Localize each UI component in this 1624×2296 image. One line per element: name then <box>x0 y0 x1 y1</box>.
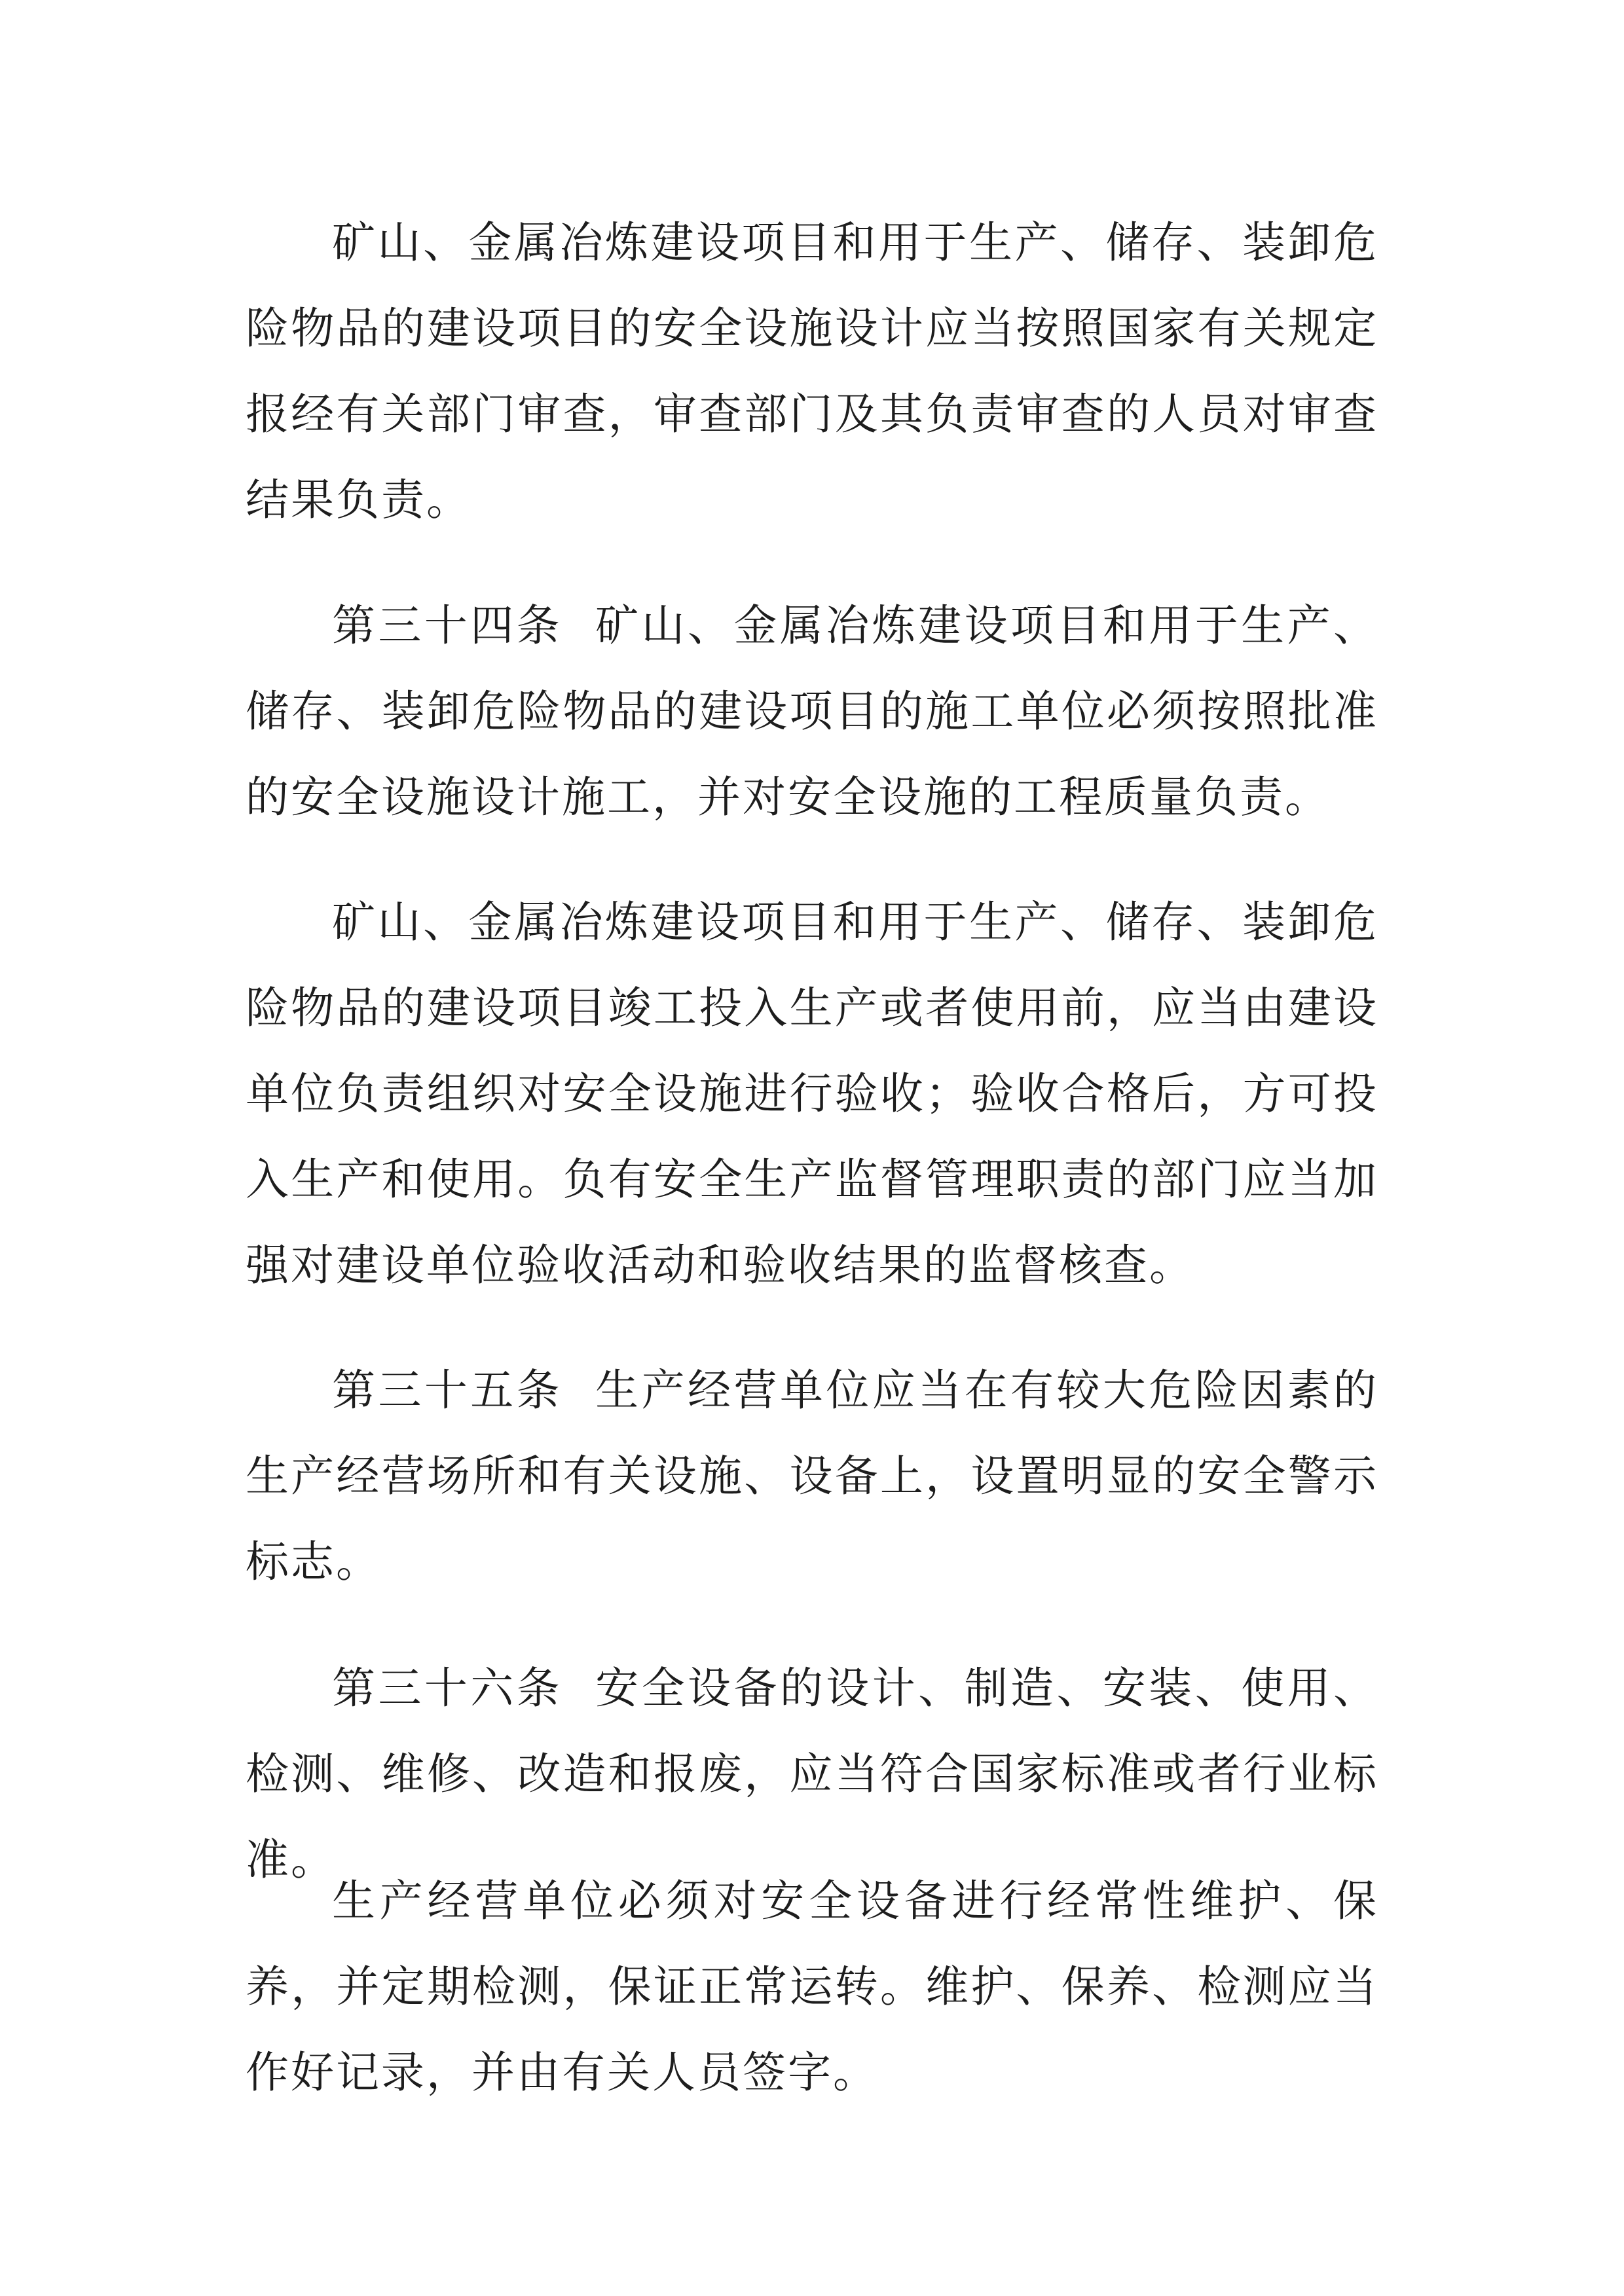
paragraph-3 <box>246 879 1378 1308</box>
paragraph-text: 安全设备的设计、制造、安装、使用、检测、维修、改造和报废，应当符合国家标准或者行业标准。 <box>246 1663 1379 1885</box>
paragraph-4 <box>246 1347 1378 1605</box>
paragraph-text: 矿山、金属冶炼建设项目和用于生产、储存、装卸危险物品的建设项目竣工投入生产或者使用前，应当由建设单位负责组织对安全设施进行验收；验收合格后，方可投入生产和使用。负有安全生产监督管理职责的部门应当加强对建设单位验收活动和验收结果的监督核查。 <box>246 897 1378 1290</box>
paragraph-text: 矿山、金属冶炼建设项目和用于生产、储存、装卸危险物品的建设项目的施工单位必须按照批准的安全设施设计施工，并对安全设施的工程质量负责。 <box>246 600 1379 822</box>
paragraph-6 <box>246 1858 1378 2115</box>
article-number: 第三十五条 <box>332 1365 563 1415</box>
article-number: 第三十六条 <box>332 1663 563 1713</box>
paragraph-2 <box>246 583 1378 840</box>
paragraph-text: 生产经营单位必须对安全设备进行经常性维护、保养，并定期检测，保证正常运转。维护、保养、检测应当作好记录，并由有关人员签字。 <box>246 1876 1378 2098</box>
paragraph-text: 生产经营单位应当在有较大危险因素的生产经营场所和有关设施、设备上，设置明显的安全警示标志。 <box>246 1365 1379 1587</box>
paragraph-1 <box>246 200 1378 543</box>
article-number: 第三十四条 <box>332 600 563 651</box>
paragraph-text: 矿山、金属冶炼建设项目和用于生产、储存、装卸危险物品的建设项目的安全设施设计应当按照国家有关规定报经有关部门审查，审查部门及其负责审查的人员对审查结果负责。 <box>246 217 1378 525</box>
